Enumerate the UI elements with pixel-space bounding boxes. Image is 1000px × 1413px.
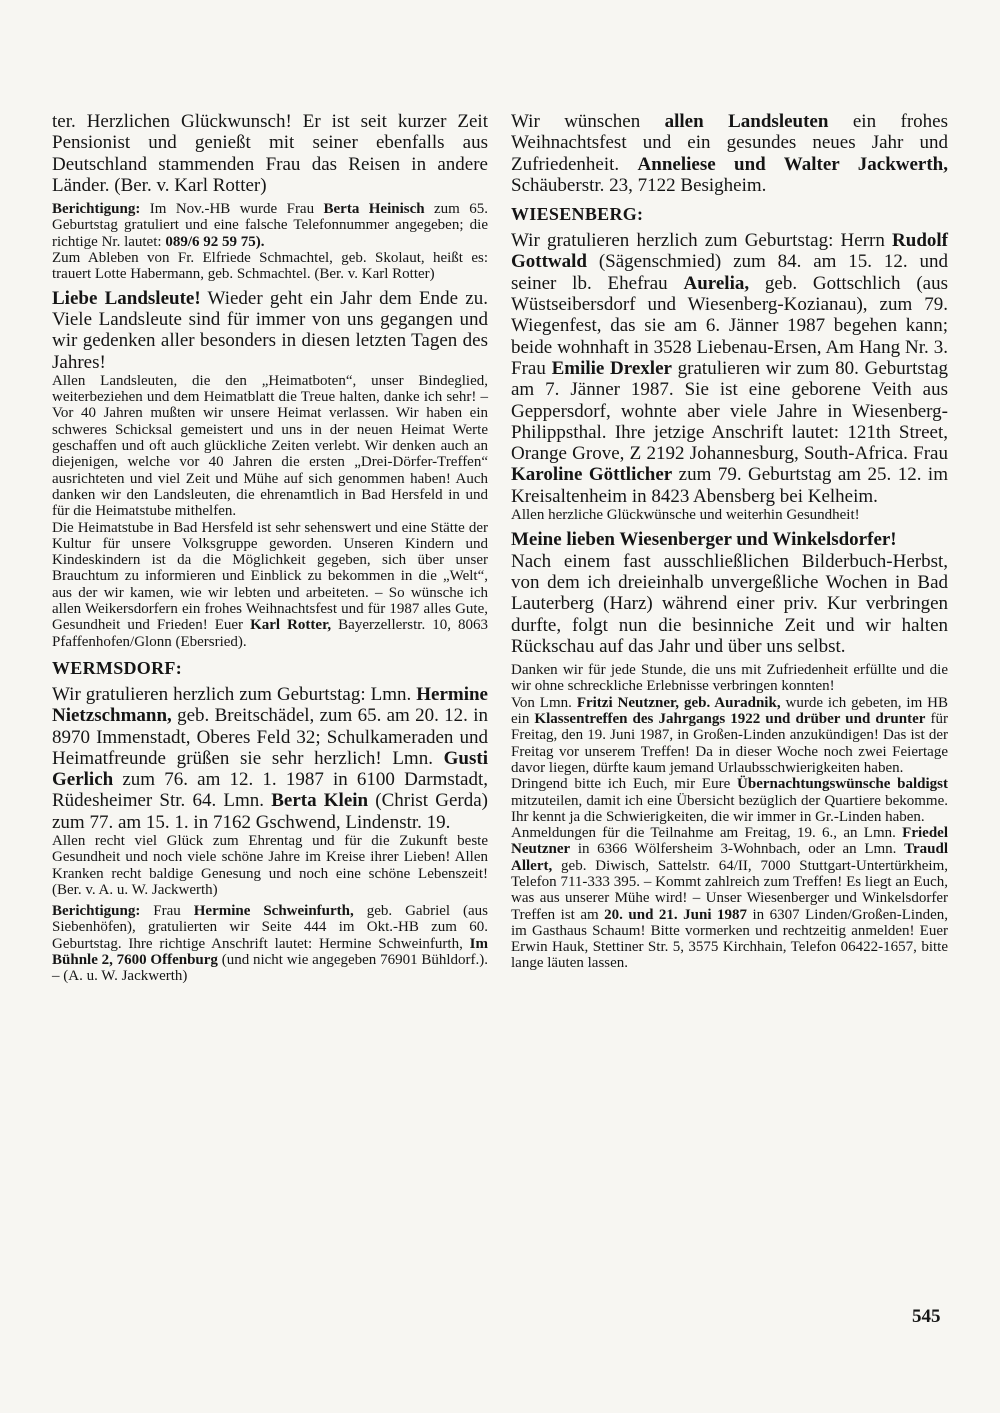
person-name: Berta Klein bbox=[271, 790, 369, 812]
correction-label: Berichtigung: bbox=[52, 201, 141, 218]
correction-label: Berichtigung: bbox=[52, 903, 141, 920]
person-name: Fritzi Neutzner, geb. Auradnik, bbox=[576, 694, 781, 711]
page-number: 545 bbox=[912, 1306, 941, 1327]
paragraph: Wir gratulieren herzlich zum Geburtstag: Lmn. Hermine Nietzschmann, geb. Breitschädel, zum 65. am 20. 12. in 8970 Immenstadt, Oberes Feld 32; Schulkameraden und Heimatfreunde grüßen sie sehr herzlich! Lmn. Gusti Gerlich zum 76. am 12. 1. 1987 in 6100 Darmstadt, Rüdesheimer Str. 64. Lmn. Berta Klein (Christ Gerda) zum 77. am 15. 1. in 7162 Gschwend, Lindenstr. 19. bbox=[52, 683, 489, 833]
person-name: Aurelia, bbox=[683, 272, 750, 294]
paragraph: Von Lmn. Fritzi Neutzner, geb. Auradnik, wurde ich gebeten, im HB ein Klassentreffen des Jahrgangs 1922 und drüber und drunter für Freitag, den 19. Juni 1987, in Großen-Linden anzukündigen! Das ist der Freitag vor unserem Treffen! Da in dieser Woche noch zwei Feiertage davor liegen, dürfte kaum jemand Urlaubsschwierigkeiten haben. bbox=[511, 694, 949, 776]
person-name: Hermine Nietzschmann, bbox=[52, 683, 488, 727]
person-name: Emilie Drexler bbox=[551, 357, 672, 379]
person-name: Hermine Schweinfurth, bbox=[193, 903, 354, 920]
correction-paragraph: Berichtigung: Frau Hermine Schweinfurth, geb. Gabriel (aus Siebenhöfen), gratulierten wir Seite 444 im Okt.-HB zum 60. Geburtstag. Ihre richtige Anschrift lautet: Hermine Schweinfurth, Im Bühnle 2, 7600 Offenburg (und nicht wie angegeben 76901 Bühldorf.). – (A. u. W. Jackwerth) bbox=[52, 903, 489, 985]
event-title: Klassentreffen des Jahrgangs 1922 und drüber und drunter bbox=[534, 711, 926, 728]
person-name: Karoline Göttlicher bbox=[511, 464, 673, 486]
paragraph: ter. Herzlichen Glückwunsch! Er ist seit kurzer Zeit Pensionist und genießt mit seiner ebenfalls aus Deutschland stammenden Frau das Reisen in andere Länder. (Ber. v. Karl Rotter) bbox=[52, 111, 488, 196]
correction-paragraph: Berichtigung: Im Nov.-HB wurde Frau Berta Heinisch zum 65. Geburtstag gratuliert und eine falsche Telefonnummer angegeben; die richtige Nr. lautet: 089/6 92 59 75). bbox=[52, 201, 489, 250]
person-name: Karl Rotter, bbox=[250, 617, 332, 634]
person-name: Gusti Gerlich bbox=[52, 747, 488, 791]
person-name: Friedel Neutzner bbox=[511, 825, 948, 858]
paragraph: Allen recht viel Glück zum Ehrentag und für die Zukunft beste Gesundheit und noch viele schöne Jahre im Kreise ihrer Lieben! Allen Kranken recht baldige Genesung und noch eine schöne Lebenszeit! (Ber. v. A. u. W. Jackwerth) bbox=[52, 832, 488, 898]
person-name: Anneliese und Walter Jackwerth, bbox=[637, 153, 948, 175]
greeting-lead: Liebe Landsleute! bbox=[52, 287, 201, 309]
paragraph: Wir wünschen allen Landsleuten ein frohes Weihnachtsfest und ein gesundes neues Jahr und Zufriedenheit. Anneliese und Walter Jackwerth, Schäuberstr. 23, 7122 Besigheim. bbox=[511, 111, 948, 196]
phone-number: 089/6 92 59 75). bbox=[165, 233, 265, 250]
paragraph: Liebe Landsleute! Wieder geht ein Jahr dem Ende zu. Viele Landsleute sind für immer von uns gegangen und wir gedenken aller besonders in diesen letzten Tagen des Jahres! bbox=[52, 287, 488, 373]
letter-salutation: Meine lieben Wiesenberger und Winkelsdorfer! bbox=[511, 529, 897, 551]
address: Im Bühnle 2, 7600 Offenburg bbox=[52, 935, 488, 969]
person-name: Berta Heinisch bbox=[323, 201, 425, 218]
paragraph: Zum Ableben von Fr. Elfriede Schmachtel, geb. Skolaut, heißt es: trauert Lotte Habermann, geb. Schmachtel. (Ber. v. Karl Rotter) bbox=[52, 250, 488, 283]
person-name: Traudl Allert, bbox=[511, 841, 948, 874]
paragraph: Allen Landsleuten, die den „Heimatboten“, unser Bindeglied, weiterbeziehen und dem Heimatblatt die Treue halten, danke ich sehr! – Vor 40 Jahren mußten wir unsere Heimat verlassen. Wir haben ein schweres Schicksal gemeistert und uns in der neuen Heimat Werte geschaffen und oft auch glückliche Zeiten verlebt. Wir denken auch an diejenigen, welche vor 40 Jahren die ersten „Drei-Dörfer-Treffen“ ausrichteten und viel Zeit und Mühe auf sich genommen haben! Auch danken wir den Landsleuten, die ehrenamtlich in Bad Hersfeld in und für die Heimatstube mithelfen. bbox=[52, 372, 488, 520]
paragraph: Allen herzliche Glückwünsche und weiterhin Gesundheit! bbox=[511, 507, 860, 524]
paragraph: Nach einem fast ausschließlichen Bilderbuch-Herbst, von dem ich dreieinhalb unvergeßliche Wochen in Bad Lauterberg (Harz) während einer priv. Kur verbringen durfte, folgt nun die besinniche Zeit und wir halten Rückschau auf das Jahr und über uns selbst. bbox=[511, 550, 948, 657]
paragraph: Wir gratulieren herzlich zum Geburtstag: Herrn Rudolf Gottwald (Sägenschmied) zum 84. am 15. 12. und seiner lb. Ehefrau Aurelia, geb. Gottschlich (aus Wüstseibersdorf und Wiesenberg-Kozianau), zum 79. Wiegenfest, das sie am 6. Jänner 1987 begehen kann; beide wohnhaft in 3528 Liebenau-Ersen, Am Hang Nr. 3. Frau Emilie Drexler gratulieren wir zum 80. Geburtstag am 7. Jänner 1987. Sie ist eine geborene Veith aus Geppersdorf, wohnte aber viele Jahre in Wiesenberg-Philippsthal. Ihre jetzige Anschrift lautet: 121th Street, Orange Grove, Z 2192 Johannesburg, South-Africa. Frau Karoline Göttlicher zum 79. Geburtstag am 25. 12. im Kreisaltenheim in 8423 Abensberg bei Kelheim. bbox=[511, 230, 949, 507]
section-heading: WERMSDORF: bbox=[52, 657, 182, 678]
paragraph: Dringend bitte ich Euch, mir Eure Übernachtungswünsche baldigst mitzuteilen, damit ich eine Übersicht bezüglich der Quartiere bekomme. Ihr kennt ja die Schwierigkeiten, die wir immer in Gr.-Linden haben. bbox=[511, 776, 949, 825]
person-name: Rudolf Gottwald bbox=[511, 230, 948, 273]
paragraph: Die Heimatstube in Bad Hersfeld ist sehr sehenswert und eine Stätte der Kultur für unsere Volksgruppe geworden. Unseren Kindern und Kindeskindern ist da die Möglichkeit gegeben, sich über unser Brauchtum zu informieren und Einblick zu bekommen in die „Welt“, aus der wir kamen, wie wir lebten und arbeiteten. – So wünsche ich allen Weikersdorfern ein frohes Weihnachtsfest und für 1987 alles Gute, Gesundheit und Frieden! Euer Karl Rotter, Bayerzellerstr. 10, 8063 Pfaffenhofen/Glonn (Ebersried). bbox=[52, 519, 489, 650]
right-column bbox=[511, 111, 948, 972]
event-date: 20. und 21. Juni 1987 bbox=[604, 906, 747, 923]
section-heading: WIESENBERG: bbox=[511, 204, 644, 225]
paragraph: Anmeldungen für die Teilnahme am Freitag, 19. 6., an Lmn. Friedel Neutzner in 6366 Wölfersheim 3-Wohnbach, oder an Lmn. Traudl Allert, geb. Diwisch, Sattelstr. 64/II, 7000 Stuttgart-Untertürkheim, Telefon 711-333 395. – Kommt zahlreich zum Treffen! Es liegt an Euch, was aus unserer Mühe wird! – Unser Wiesenberger und Winkelsdorfer Treffen ist am 20. und 21. Juni 1987 in 6307 Linden/Großen-Linden, im Gasthaus Schaum! Bitte vormerken und rechtzeitig anmelden! Euer Erwin Hauk, Stettiner Str. 5, 3575 Kirchhain, Telefon 06422-1657, bitte lange läuten lassen. bbox=[511, 825, 948, 972]
paragraph: Danken wir für jede Stunde, die uns mit Zufriedenheit erfüllte und die wir ohne schreckliche Erlebnisse verbringen konnten! bbox=[511, 662, 948, 695]
left-column bbox=[52, 111, 488, 985]
